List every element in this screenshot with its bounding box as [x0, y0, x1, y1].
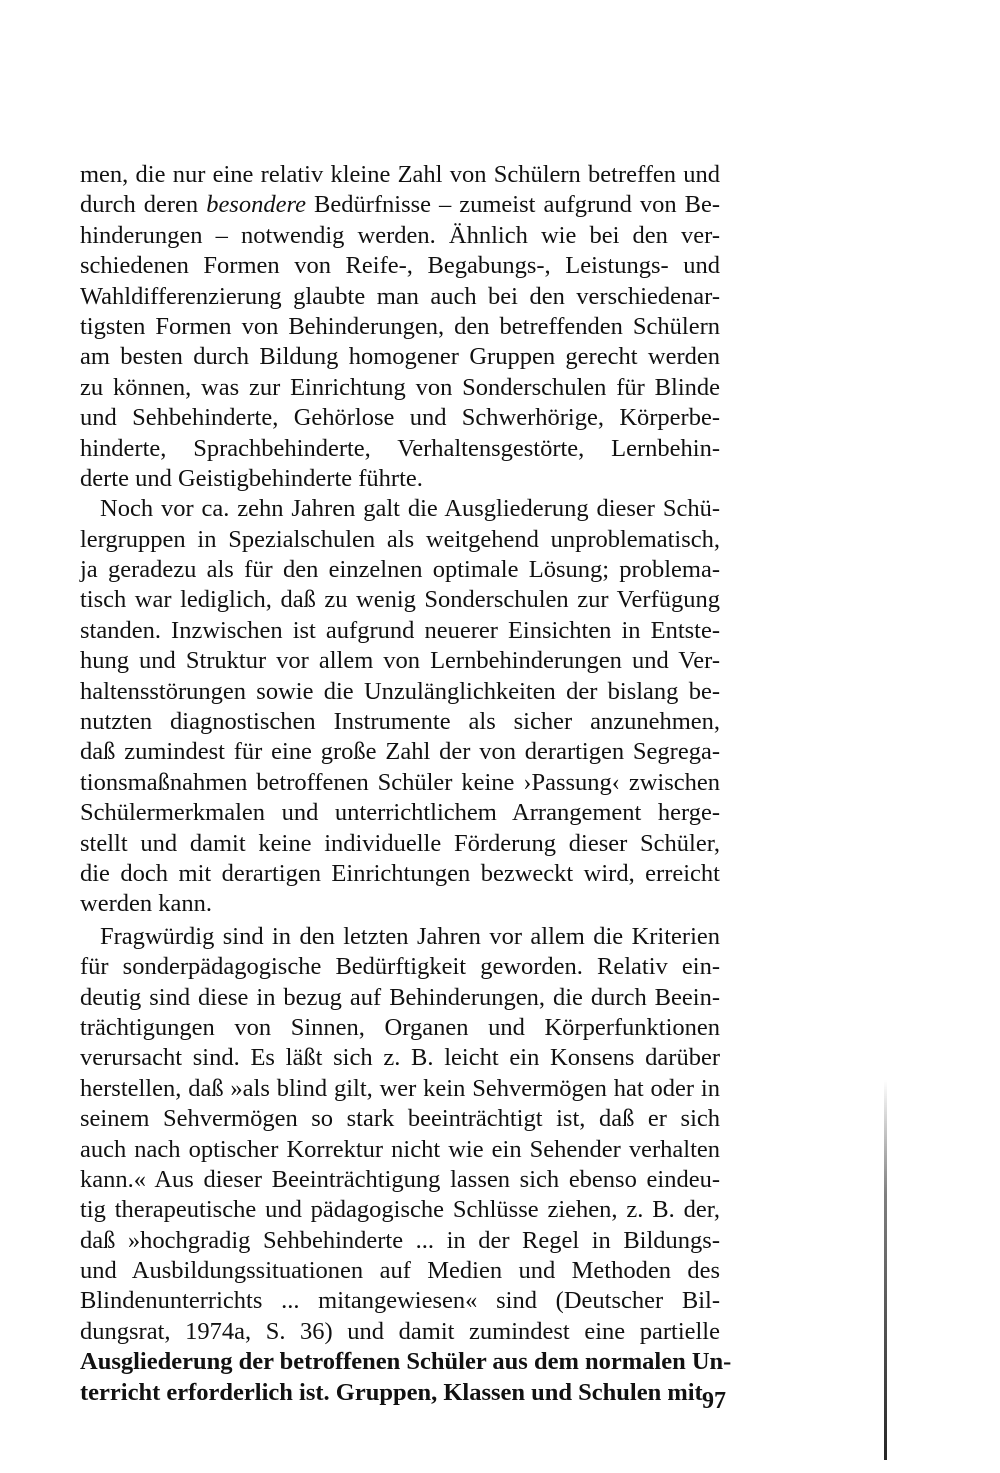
- text-line: [80, 403, 720, 433]
- text-line: [80, 677, 720, 707]
- text-line: [80, 282, 720, 312]
- paragraph-2: [80, 494, 720, 919]
- text-line: [80, 312, 720, 342]
- line-text: zu können, was zur Einrichtung von Sonderschulen für Blinde: [80, 373, 720, 401]
- text-line: [80, 1074, 720, 1104]
- line-text: seinem Sehvermögen so stark beeinträchtigt ist, daß er sich: [80, 1105, 720, 1133]
- text-line: [80, 1104, 720, 1134]
- line-text: Ausgliederung der betroffenen Schüler aus dem normalen Un-: [80, 1348, 732, 1376]
- line-text: men, die nur eine relativ kleine Zahl von Schülern betreffen und: [80, 161, 720, 188]
- page-number: 97: [702, 1388, 726, 1414]
- line-text: und Ausbildungssituationen auf Medien und Methoden des: [80, 1257, 720, 1285]
- line-text: die doch mit derartigen Einrichtungen bezweckt wird, erreicht: [80, 859, 720, 887]
- text-line: [80, 983, 720, 1013]
- text-line: [80, 829, 720, 859]
- line-text: tig therapeutische und pädagogische Schlüsse ziehen, z. B. der,: [80, 1196, 720, 1224]
- line-text: standen. Inzwischen ist aufgrund neuerer Einsichten in Entste-: [80, 616, 720, 644]
- line-text: Fragwürdig sind in den letzten Jahren vor allem die Kriterien: [100, 922, 720, 950]
- line-text: Schülermerkmalen und unterrichtlichem Arrangement herge-: [80, 799, 720, 827]
- text-line: [80, 859, 720, 889]
- line-text: verursacht sind. Es läßt sich z. B. leicht ein Konsens darüber: [80, 1044, 720, 1072]
- line-text: kann.« Aus dieser Beeinträchtigung lassen sich ebenso eindeu-: [80, 1165, 720, 1193]
- line-text: hung und Struktur vor allem von Lernbehinderungen und Ver-: [80, 647, 720, 675]
- text-line: [80, 1013, 720, 1043]
- text-line: [80, 434, 720, 464]
- line-text: werden kann.: [80, 890, 212, 918]
- text-line: [80, 585, 720, 615]
- text-line: [80, 1286, 720, 1316]
- line-text: herstellen, daß »als blind gilt, wer kein Sehvermögen hat oder in: [80, 1074, 720, 1102]
- emphasis-text: besondere: [206, 191, 306, 219]
- text-line: [80, 922, 720, 952]
- text-line: [80, 707, 720, 737]
- line-text: deutig sind diese in bezug auf Behinderungen, die durch Beein-: [80, 983, 720, 1011]
- line-text: nutzten diagnostischen Instrumente als sicher anzunehmen,: [80, 708, 720, 736]
- line-text: hinderte, Sprachbehinderte, Verhaltensgestörte, Lernbehin-: [80, 434, 720, 462]
- line-text: Blindenunterrichts ... mitangewiesen« sind (Deutscher Bil-: [80, 1287, 720, 1315]
- text-line: [80, 251, 720, 281]
- line-text: daß »hochgradig Sehbehinderte ... in der Regel in Bildungs-: [80, 1226, 720, 1254]
- line-text: lergruppen in Spezialschulen als weitgehend unproblematisch,: [80, 525, 720, 553]
- text-line: [80, 952, 720, 982]
- text-line: [80, 1226, 720, 1256]
- line-text: derte und Geistigbehinderte führte.: [80, 464, 423, 492]
- text-line: [80, 646, 720, 676]
- line-text: für sonderpädagogische Bedürftigkeit geworden. Relativ ein-: [80, 953, 720, 981]
- body-text: [80, 160, 732, 1408]
- text-line: [80, 555, 720, 585]
- line-text: auch nach optischer Korrektur nicht wie ein Sehender verhalten: [80, 1135, 720, 1163]
- line-text: am besten durch Bildung homogener Gruppen gerecht werden: [80, 343, 720, 371]
- paragraph-3: [80, 922, 732, 1408]
- text-line: [80, 373, 720, 403]
- text-line: [80, 1347, 732, 1377]
- text-line: [80, 1256, 720, 1286]
- text-line: [80, 768, 720, 798]
- line-text: terricht erforderlich ist. Gruppen, Klassen und Schulen mit: [80, 1378, 703, 1406]
- line-text: haltensstörungen sowie die Unzulänglichkeiten der bislang be-: [80, 677, 720, 705]
- text-line: [80, 190, 720, 220]
- text-line: [80, 737, 720, 767]
- line-text: trächtigungen von Sinnen, Organen und Körperfunktionen: [80, 1013, 720, 1041]
- text-line: [80, 1317, 720, 1347]
- line-text: schiedenen Formen von Reife-, Begabungs-, Leistungs- und: [80, 252, 720, 280]
- paragraph-1: [80, 160, 720, 494]
- line-text: tionsmaßnahmen betroffenen Schüler keine ›Passung‹ zwischen: [80, 768, 720, 796]
- text-line: [80, 342, 720, 372]
- text-line: [80, 616, 720, 646]
- line-text: durch deren: [80, 191, 207, 219]
- text-line: [80, 221, 720, 251]
- line-text: dungsrat, 1974a, S. 36) und damit zumindest eine partielle: [80, 1317, 720, 1345]
- line-text: und Sehbehinderte, Gehörlose und Schwerhörige, Körperbe-: [80, 404, 720, 432]
- line-text: Noch vor ca. zehn Jahren galt die Ausgliederung dieser Schü-: [100, 495, 720, 523]
- scan-edge-shadow: [884, 1080, 887, 1460]
- line-text: stellt und damit keine individuelle Förderung dieser Schüler,: [80, 829, 720, 857]
- text-line: [80, 1378, 720, 1408]
- line-text: Bedürfnisse – zumeist aufgrund von Be-: [305, 191, 720, 219]
- line-text: daß zumindest für eine große Zahl der von derartigen Segrega-: [80, 738, 720, 766]
- line-text: hinderungen – notwendig werden. Ähnlich wie bei den ver-: [80, 221, 720, 249]
- text-line: [80, 798, 720, 828]
- text-line: [80, 1195, 720, 1225]
- line-text: ja geradezu als für den einzelnen optimale Lösung; problema-: [80, 556, 720, 584]
- text-line: [80, 889, 720, 919]
- text-line: [80, 1135, 720, 1165]
- text-line: [80, 160, 720, 190]
- text-line: [80, 494, 720, 524]
- text-line: [80, 464, 720, 494]
- text-line: [80, 1165, 720, 1195]
- line-text: tigsten Formen von Behinderungen, den betreffenden Schülern: [80, 312, 720, 340]
- text-line: [80, 1043, 720, 1073]
- line-text: Wahldifferenzierung glaubte man auch bei den verschiedenar-: [80, 282, 720, 310]
- text-line: [80, 525, 720, 555]
- line-text: tisch war lediglich, daß zu wenig Sonderschulen zur Verfügung: [80, 586, 720, 614]
